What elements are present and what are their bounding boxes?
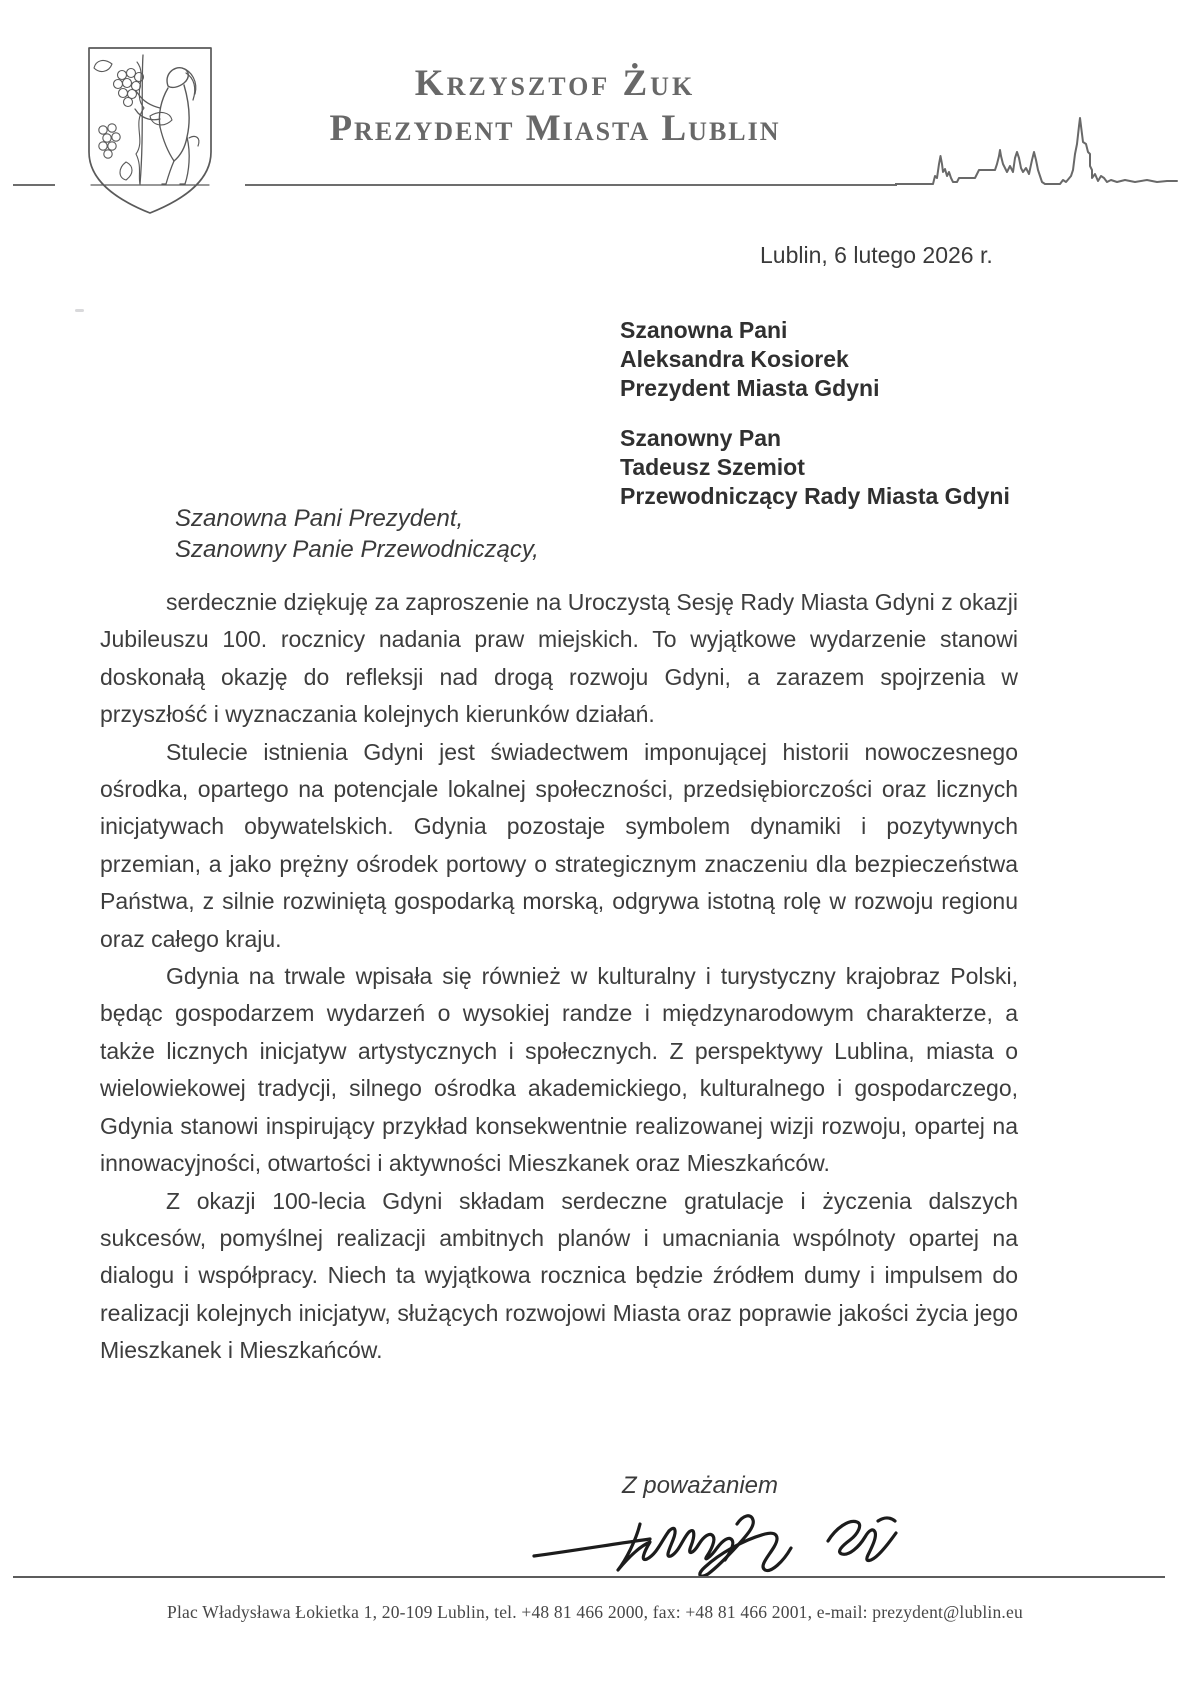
salutation-line: Szanowna Pani Prezydent, <box>175 505 464 532</box>
lublin-coat-of-arms-icon <box>82 42 218 220</box>
sender-name: Krzysztof Żuk <box>414 63 696 104</box>
body-paragraph: Stulecie istnienia Gdyni jest świadectwem imponującej historii nowoczesnego ośrodka, opartego na potencjale lokalnej społeczności, przedsiębiorczości oraz licznych inicjatywach obywatelskich. Gdynia pozostaje symbolem dynamiki i pozytywnych przemian, a jako prężny ośrodek portowy o strategicznym znaczeniu dla bezpieczeństwa Państwa, z silnie rozwiniętą gospodarką morską, odgrywa istotną rolę w rozwoju regionu oraz całego kraju. <box>100 738 1018 952</box>
recipient-block-council-chair <box>620 424 1010 511</box>
body-paragraph: Gdynia na trwale wpisała się również w kulturalny i turystyczny krajobraz Polski, będąc gospodarzem wydarzeń o wysokiej randze i międzynarodowym charakterze, a także licznych inicjatyw artystycznych i społecznych. Z perspektywy Lublina, miasta o wielowiekowej tradycji, silnego ośrodka akademickiego, kulturalnego i gospodarczego, Gdynia stanowi inspirujący przykład konsekwentnie realizowanej wizji rozwoju, opartej na innowacyjności, otwartości i aktywności Mieszkanek oraz Mieszkańców. <box>100 963 1018 1177</box>
recipient-line: Szanowny Pan <box>620 425 782 451</box>
salutation-line: Szanowny Panie Przewodniczący, <box>175 536 539 563</box>
handwritten-signature <box>528 1496 913 1581</box>
date-line: Lublin, 6 lutego 2026 r. <box>760 242 993 268</box>
header-rule-left-dash <box>13 184 55 186</box>
recipient-line: Przewodniczący Rady Miasta Gdyni <box>620 483 1010 509</box>
lublin-skyline-icon <box>895 114 1180 186</box>
letterhead <box>250 62 860 151</box>
recipient-line: Szanowna Pani <box>620 317 788 343</box>
recipient-line: Tadeusz Szemiot <box>620 454 805 480</box>
body-paragraph: serdecznie dziękuję za zaproszenie na Uroczystą Sesję Rady Miasta Gdyni z okazji Jubileuszu 100. rocznicy nadania praw miejskich. To wyjątkowe wydarzenie stanowi doskonałą okazję do refleksji nad drogą rozwoju Gdyni, a zarazem spojrzenia w przyszłość i wyznaczania kolejnych kierunków działań. <box>100 589 1018 728</box>
recipient-line: Aleksandra Kosiorek <box>620 346 849 372</box>
body-paragraph: Z okazji 100-lecia Gdyni składam serdeczne gratulacje i życzenia dalszych sukcesów, pomyślnej realizacji ambitnych planów i umacniania wspólnoty opartej na dialogu i współpracy. Niech ta wyjątkowa rocznica będzie źródłem dumy i impulsem do realizacji kolejnych inicjatyw, służących rozwojowi Miasta oraz poprawie jakości życia jego Mieszkanek i Mieszkańców. <box>100 1187 1018 1364</box>
footer-rule <box>13 1576 1165 1578</box>
recipient-line: Prezydent Miasta Gdyni <box>620 375 880 401</box>
recipient-block-mayor <box>620 316 879 403</box>
header-rule <box>245 184 897 186</box>
closing-phrase: Z poważaniem <box>621 1472 779 1499</box>
sender-title: Prezydent Miasta Lublin <box>329 108 781 149</box>
footer-address: Plac Władysława Łokietka 1, 20-109 Lublin, tel. +48 81 466 2000, fax: +48 81 466 2001, e-mail: prezydent@lublin.eu <box>167 1602 1023 1622</box>
letter-body <box>100 584 1018 1370</box>
scan-artifact <box>75 309 84 312</box>
salutation <box>175 503 539 565</box>
